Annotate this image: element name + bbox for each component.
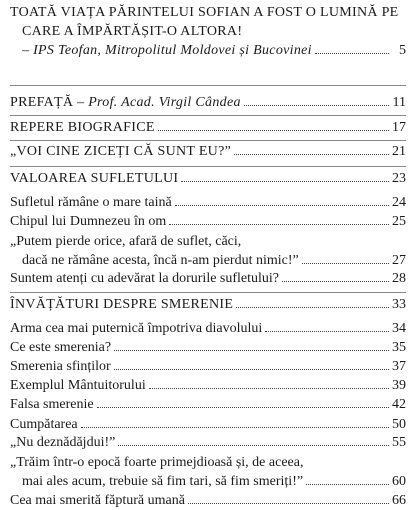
leader-dots bbox=[118, 434, 389, 446]
page-number: 50 bbox=[392, 417, 406, 432]
toc-entry-line bbox=[10, 270, 406, 288]
page-number: 21 bbox=[392, 144, 406, 159]
page-number: 25 bbox=[392, 214, 406, 229]
section-divider bbox=[10, 166, 406, 167]
leader-dots bbox=[158, 119, 389, 131]
toc-entry-title: Cumpătarea bbox=[10, 417, 78, 432]
toc-entry-title: dacă ne rămâne acesta, încă n-am pierdut nimic!” bbox=[22, 253, 299, 268]
page-number: 24 bbox=[392, 195, 406, 210]
page-number: 11 bbox=[392, 95, 406, 110]
toc-entry-line bbox=[10, 23, 406, 41]
page-number: 34 bbox=[392, 321, 406, 336]
toc-entry-title: Arma cea mai puternică împotriva diavolului bbox=[10, 321, 263, 336]
leader-dots bbox=[234, 143, 389, 155]
toc-entry-line bbox=[10, 473, 406, 491]
leader-dots bbox=[236, 296, 389, 308]
page-number: 55 bbox=[392, 435, 406, 450]
page-number: 66 bbox=[392, 493, 406, 508]
toc-entry-title: REPERE BIOGRAFICE bbox=[10, 120, 155, 135]
toc-entry-title: „VOI CINE ZICEȚI CĂ SUNT EU?” bbox=[10, 144, 232, 159]
leader-dots bbox=[244, 94, 389, 106]
page-number: 35 bbox=[392, 340, 406, 355]
toc-entry-title: VALOAREA SUFLETULUI bbox=[10, 171, 179, 186]
page-number: 23 bbox=[392, 171, 406, 186]
toc-entry-title: „Nu deznădăjdui!” bbox=[10, 435, 116, 450]
leader-dots bbox=[114, 358, 389, 370]
toc-entry-title: Falsa smerenie bbox=[10, 397, 94, 412]
toc-entry-title: CARE A ÎMPĂRTĂȘIT-O ALTORA! bbox=[22, 24, 243, 39]
toc-entry-title: Ce este smerenia? bbox=[10, 340, 112, 355]
toc-entry-line bbox=[10, 42, 406, 60]
page-number: 60 bbox=[392, 474, 406, 489]
toc-entry-line bbox=[10, 396, 406, 414]
toc-entry-title: „Trăim într-o epocă foarte primejdioasă și, de aceea, bbox=[10, 455, 304, 470]
toc-entry-title: Sufletul rămâne o mare taină bbox=[10, 195, 172, 210]
toc-entry-line bbox=[10, 252, 406, 270]
leader-dots bbox=[315, 42, 389, 54]
toc-entry-title: ÎNVĂȚĂTURI DESPRE SMERENIE bbox=[10, 297, 234, 312]
page-number: 39 bbox=[392, 378, 406, 393]
toc-entry-line bbox=[10, 434, 406, 452]
toc-entry-line bbox=[10, 233, 406, 251]
toc-entry-line bbox=[10, 358, 406, 376]
page-number: 42 bbox=[392, 397, 406, 412]
toc-entry-line bbox=[10, 213, 406, 231]
toc-entry-title: TOATĂ VIAȚA PĂRINTELUI SOFIAN A FOST O LUMINĂ PE bbox=[10, 5, 399, 20]
leader-dots bbox=[282, 270, 389, 282]
toc-entry-title: Exemplul Mântuitorului bbox=[10, 378, 146, 393]
toc-entry-title: Suntem atenți cu adevărat la dorurile sufletului? bbox=[10, 271, 280, 286]
toc-entry-title: PREFAȚĂ – Prof. Acad. Virgil Cândea bbox=[10, 95, 241, 110]
toc-entry-line bbox=[10, 143, 406, 161]
toc-entry-line bbox=[10, 94, 406, 112]
toc-entry-line bbox=[10, 170, 406, 188]
leader-dots bbox=[114, 339, 389, 351]
leader-dots bbox=[81, 416, 389, 428]
toc-entry-line bbox=[10, 454, 406, 472]
leader-dots bbox=[97, 396, 389, 408]
page-number: 28 bbox=[392, 271, 406, 286]
leader-dots bbox=[169, 213, 389, 225]
section-divider bbox=[10, 115, 406, 116]
leader-dots bbox=[265, 320, 389, 332]
page-number: 27 bbox=[392, 253, 406, 268]
toc-entry-line bbox=[10, 320, 406, 338]
leader-dots bbox=[149, 377, 389, 389]
page-number: 5 bbox=[399, 43, 406, 58]
toc-entry-title: „Putem pierde orice, afară de suflet, căci, bbox=[10, 234, 242, 249]
leader-dots bbox=[181, 170, 389, 182]
toc-entry-title: Chipul lui Dumnezeu în om bbox=[10, 214, 167, 229]
section-divider bbox=[10, 292, 406, 293]
toc-entry-line bbox=[10, 492, 406, 510]
toc-entry-title: – IPS Teofan, Mitropolitul Moldovei și Bucovinei bbox=[22, 43, 312, 58]
leader-dots bbox=[175, 194, 389, 206]
toc-entry-title: mai ales acum, trebuie să fim tari, să fim smeriți!” bbox=[22, 474, 304, 489]
toc-entry-title: Smerenia sfinților bbox=[10, 359, 111, 374]
leader-dots bbox=[306, 473, 389, 485]
toc-entry-line bbox=[10, 4, 406, 22]
toc-entry-line bbox=[10, 119, 406, 137]
page-number: 33 bbox=[392, 297, 406, 312]
page-number: 17 bbox=[392, 120, 406, 135]
section-divider bbox=[10, 85, 406, 86]
toc-entry-line bbox=[10, 377, 406, 395]
leader-dots bbox=[302, 252, 389, 264]
toc-entry-line bbox=[10, 194, 406, 212]
leader-dots bbox=[188, 492, 389, 504]
section-divider bbox=[10, 140, 406, 141]
toc-entry-line bbox=[10, 416, 406, 434]
page-number: 37 bbox=[392, 359, 406, 374]
toc-entry-line bbox=[10, 339, 406, 357]
toc-entry-title: Cea mai smerită făptură umană bbox=[10, 493, 185, 508]
toc-entry-line bbox=[10, 296, 406, 314]
